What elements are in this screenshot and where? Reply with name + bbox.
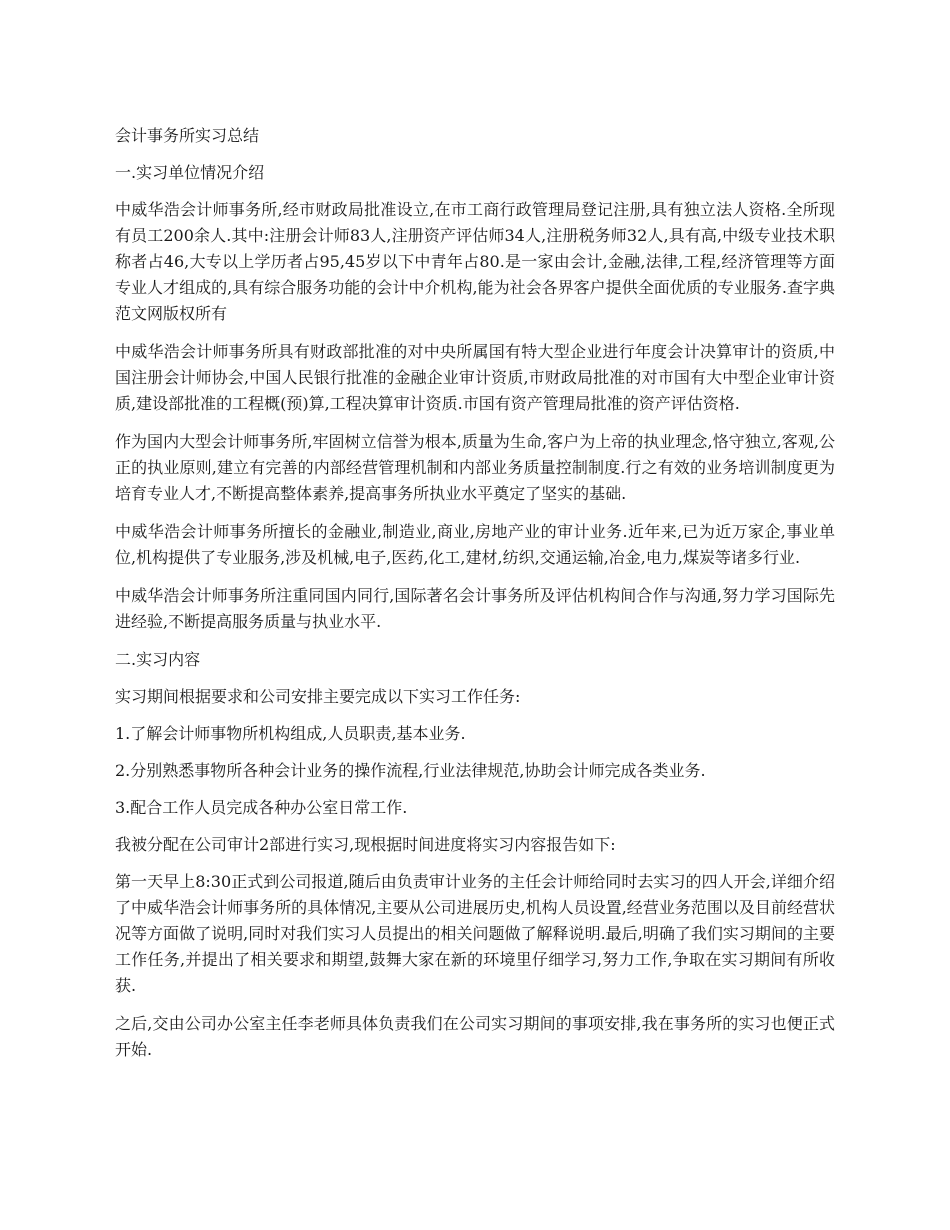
document-page [115,123,835,1075]
paragraph-qualifications: 中威华浩会计师事务所具有财政部批准的对中央所属国有特大型企业进行年度会计决算审计的资质,中国注册会计师协会,中国人民银行批准的金融企业审计资质,市财政局批准的对市国有大中型企业审计资质,建设部批准的工程概(预)算,工程决算审计资质.市国有资产管理局批准的资产评估资格. [115,342,835,413]
task-item: 3.配合工作人员完成各种办公室日常工作. [115,798,408,817]
paragraph-cooperation: 中威华浩会计师事务所注重同国内同行,国际著名会计事务所及评估机构间合作与沟通,努力学习国际先进经验,不断提高服务质量与执业水平. [115,586,835,631]
task-item: 2.分别熟悉事物所各种会计业务的操作流程,行业法律规范,协助会计师完成各类业务. [115,761,706,780]
paragraph-arrangement: 之后,交由公司办公室主任李老师具体负责我们在公司实习期间的事项安排,我在事务所的实习也便正式开始. [115,1014,835,1059]
paragraph-first-day: 第一天早上8:30正式到公司报道,随后由负责审计业务的主任会计师给同时去实习的四人开会,详细介绍了中威华浩会计师事务所的具体情况,主要从公司进展历史,机构人员设置,经营业务范围以及目前经营状况等方面做了说明,同时对我们实习人员提出的相关问题做了解释说明.最后,明确了我们实习期间的主要工作任务,并提出了相关要求和期望,鼓舞大家在新的环境里仔细学习,努力工作,争取在实习期间有所收获. [115,872,835,995]
paragraph-tasks-intro: 实习期间根据要求和公司安排主要完成以下实习工作任务: [115,687,521,706]
task-item: 1.了解会计师事物所机构组成,人员职责,基本业务. [115,724,466,743]
document-title: 会计事务所实习总结 [115,126,260,145]
paragraph-specialties: 中威华浩会计师事务所擅长的金融业,制造业,商业,房地产业的审计业务.近年来,已为近万家企,事业单位,机构提供了专业服务,涉及机械,电子,医药,化工,建材,纺织,交通运输,冶金,电力,煤炭等诸多行业. [115,522,835,567]
paragraph-principles: 作为国内大型会计师事务所,牢固树立信誉为根本,质量为生命,客户为上帝的执业理念,恪守独立,客观,公正的执业原则,建立有完善的内部经营管理机制和内部业务质量控制制度.行之有效的业务培训制度更为培育专业人才,不断提高整体素养,提高事务所执业水平奠定了坚实的基础. [115,432,835,503]
section-heading-2: 二.实习内容 [115,650,201,669]
paragraph-assignment: 我被分配在公司审计2部进行实习,现根据时间进度将实习内容报告如下: [115,835,616,854]
paragraph-firm-overview: 中威华浩会计师事务所,经市财政局批准设立,在市工商行政管理局登记注册,具有独立法人资格.全所现有员工200余人.其中:注册会计师83人,注册资产评估师34人,注册税务师32人,具有高,中级专业技术职称者占46,大专以上学历者占95,45岁以下中青年占80.是一家由会计,金融,法律,工程,经济管理等方面专业人才组成的,具有综合服务功能的会计中介机构,能为社会各界客户提供全面优质的专业服务.查字典范文网版权所有 [115,200,835,323]
section-heading-1: 一.实习单位情况介绍 [115,163,265,182]
